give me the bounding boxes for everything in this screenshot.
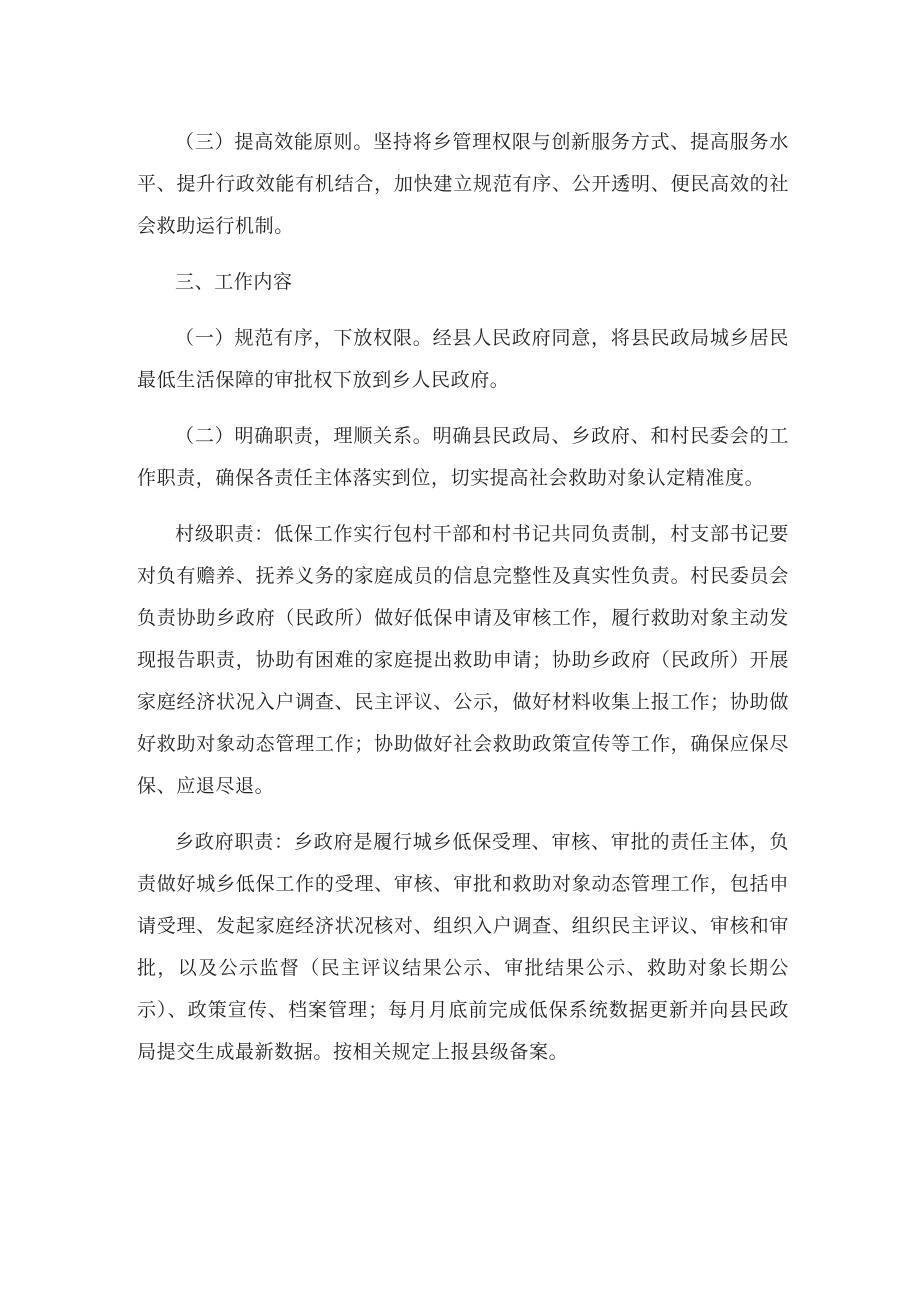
paragraph-delegate-authority: （一）规范有序，下放权限。经县人民政府同意，将县民政局城乡居民最低生活保障的审批权下放到乡人民政府。 bbox=[137, 327, 789, 391]
paragraph-principle-efficiency: （三）提高效能原则。坚持将乡管理权限与创新服务方式、提高服务水平、提升行政效能有机结合，加快建立规范有序、公开透明、便民高效的社会救助运行机制。 bbox=[137, 131, 789, 237]
paragraph-spacer bbox=[137, 247, 789, 261]
paragraph-spacer bbox=[137, 499, 789, 513]
paragraph-spacer bbox=[137, 401, 789, 415]
paragraph-spacer bbox=[137, 303, 789, 317]
paragraph-township-duties: 乡政府职责：乡政府是履行城乡低保受理、审核、审批的责任主体，负责做好城乡低保工作的受理、审核、审批和救助对象动态管理工作，包括申请受理、发起家庭经济状况核对、组织入户调查、组织民主评议、审核和审批，以及公示监督（民主评议结果公示、审批结果公示、救助对象长期公示）、政策宣传、档案管理；每月月底前完成低保系统数据更新并向县民政局提交生成最新数据。按相关规定上报县级备案。 bbox=[137, 831, 789, 1063]
document-body bbox=[137, 121, 789, 1073]
paragraph-clarify-duties: （二）明确职责，理顺关系。明确县民政局、乡政府、和村民委会的工作职责，确保各责任主体落实到位，切实提高社会救助对象认定精准度。 bbox=[137, 425, 789, 489]
section-heading-work-content: 三、工作内容 bbox=[175, 271, 293, 293]
paragraph-village-duties: 村级职责：低保工作实行包村干部和村书记共同负责制，村支部书记要对负有赡养、抚养义务的家庭成员的信息完整性及真实性负责。村民委员会负责协助乡政府（民政所）做好低保申请及审核工作，履行救助对象主动发现报告职责，协助有困难的家庭提出救助申请；协助乡政府（民政所）开展家庭经济状况入户调查、民主评议、公示，做好材料收集上报工作；协助做好救助对象动态管理工作；协助做好社会救助政策宣传等工作，确保应保尽保、应退尽退。 bbox=[137, 523, 789, 797]
paragraph-spacer bbox=[137, 807, 789, 821]
